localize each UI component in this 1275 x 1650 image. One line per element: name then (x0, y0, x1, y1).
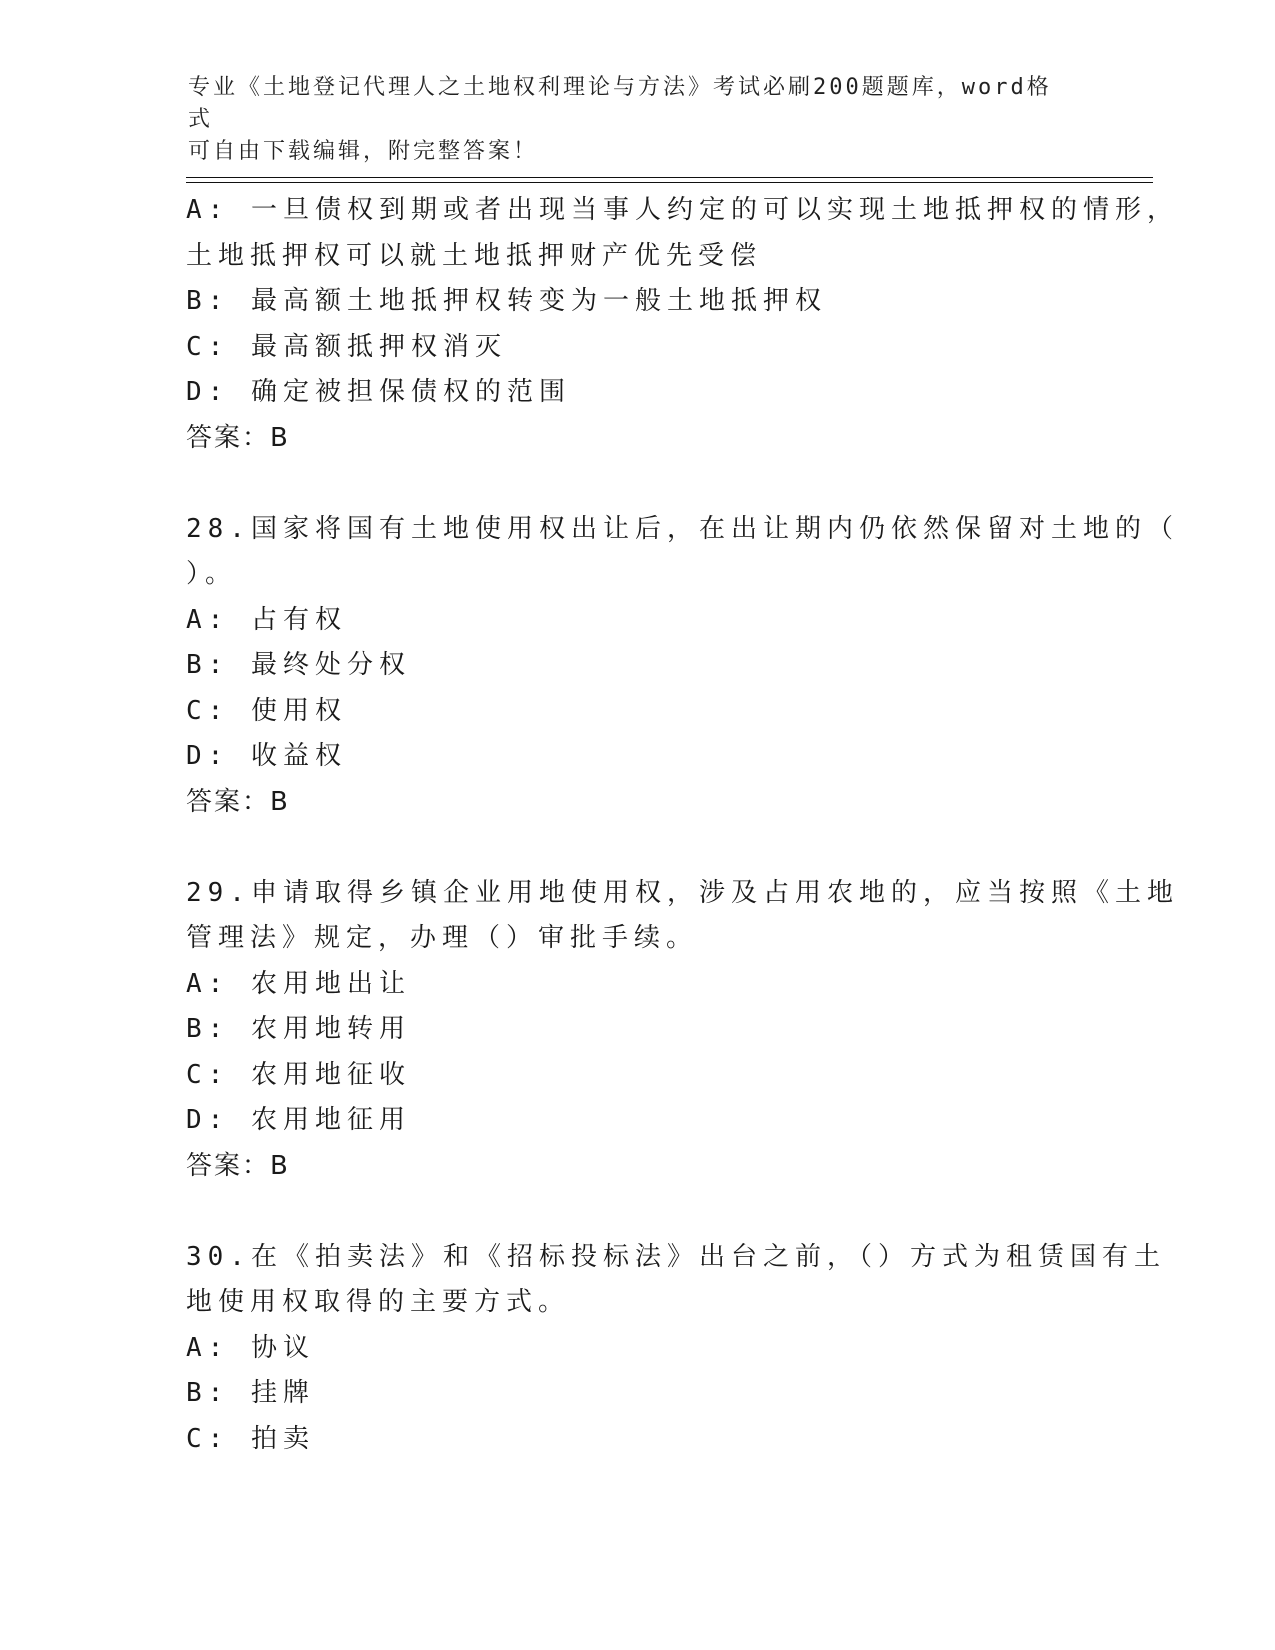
option-d: D: 确定被担保债权的范围 (186, 377, 571, 407)
option-c: C: 农用地征收 (186, 1059, 411, 1090)
header-line-2: 可自由下载编辑，附完整答案！ (188, 139, 539, 164)
option-b: B: 最终处分权 (186, 650, 411, 680)
document-body (186, 188, 1179, 1462)
answer: 答案：B (186, 422, 290, 453)
option-c: C: 最高额抵押权消灭 (186, 331, 507, 362)
document-header (188, 72, 1068, 168)
option-c: C: 使用权 (186, 695, 347, 726)
question-stem-line-2: 地使用权取得的主要方式。 (186, 1287, 571, 1317)
option-a: A: 占有权 (186, 604, 347, 635)
question-stem-line-1: 28.国家将国有土地使用权出让后，在出让期内仍依然保留对土地的（ (186, 513, 1179, 544)
spacer (186, 1189, 1076, 1235)
question-stem-line-2: ）。 (186, 559, 238, 589)
spacer (186, 461, 1076, 507)
header-line-1: 专业《土地登记代理人之土地权利理论与方法》考试必刷200题题库，word格式 (188, 75, 1052, 132)
option-b: B: 农用地转用 (186, 1014, 411, 1044)
question-stem-line-1: 29.申请取得乡镇企业用地使用权，涉及占用农地的，应当按照《土地 (186, 877, 1179, 908)
header-divider-top (186, 177, 1153, 178)
option-d: D: 农用地征用 (186, 1105, 411, 1135)
option-d: D: 收益权 (186, 741, 347, 771)
answer: 答案：B (186, 786, 290, 817)
question-30 (186, 1235, 1166, 1463)
option-b: B: 挂牌 (186, 1378, 315, 1408)
spacer (186, 825, 1076, 871)
option-b: B: 最高额土地抵押权转变为一般土地抵押权 (186, 286, 827, 316)
header-divider-bottom (186, 182, 1153, 183)
question-28 (186, 507, 1179, 826)
question-27 (186, 188, 1179, 461)
option-c: C: 拍卖 (186, 1423, 315, 1454)
option-a-line-2: 土地抵押权可以就土地抵押财产优先受偿 (186, 240, 763, 271)
option-a: A: 农用地出让 (186, 968, 411, 999)
question-stem-line-1: 30.在《拍卖法》和《招标投标法》出台之前，（）方式为租赁国有土 (186, 1241, 1166, 1272)
question-29 (186, 871, 1179, 1190)
answer: 答案：B (186, 1150, 290, 1181)
option-a: A: 协议 (186, 1332, 315, 1363)
question-stem-line-2: 管理法》规定，办理（）审批手续。 (186, 923, 699, 953)
option-a-line-1: A: 一旦债权到期或者出现当事人约定的可以实现土地抵押权的情形， (186, 195, 1179, 225)
